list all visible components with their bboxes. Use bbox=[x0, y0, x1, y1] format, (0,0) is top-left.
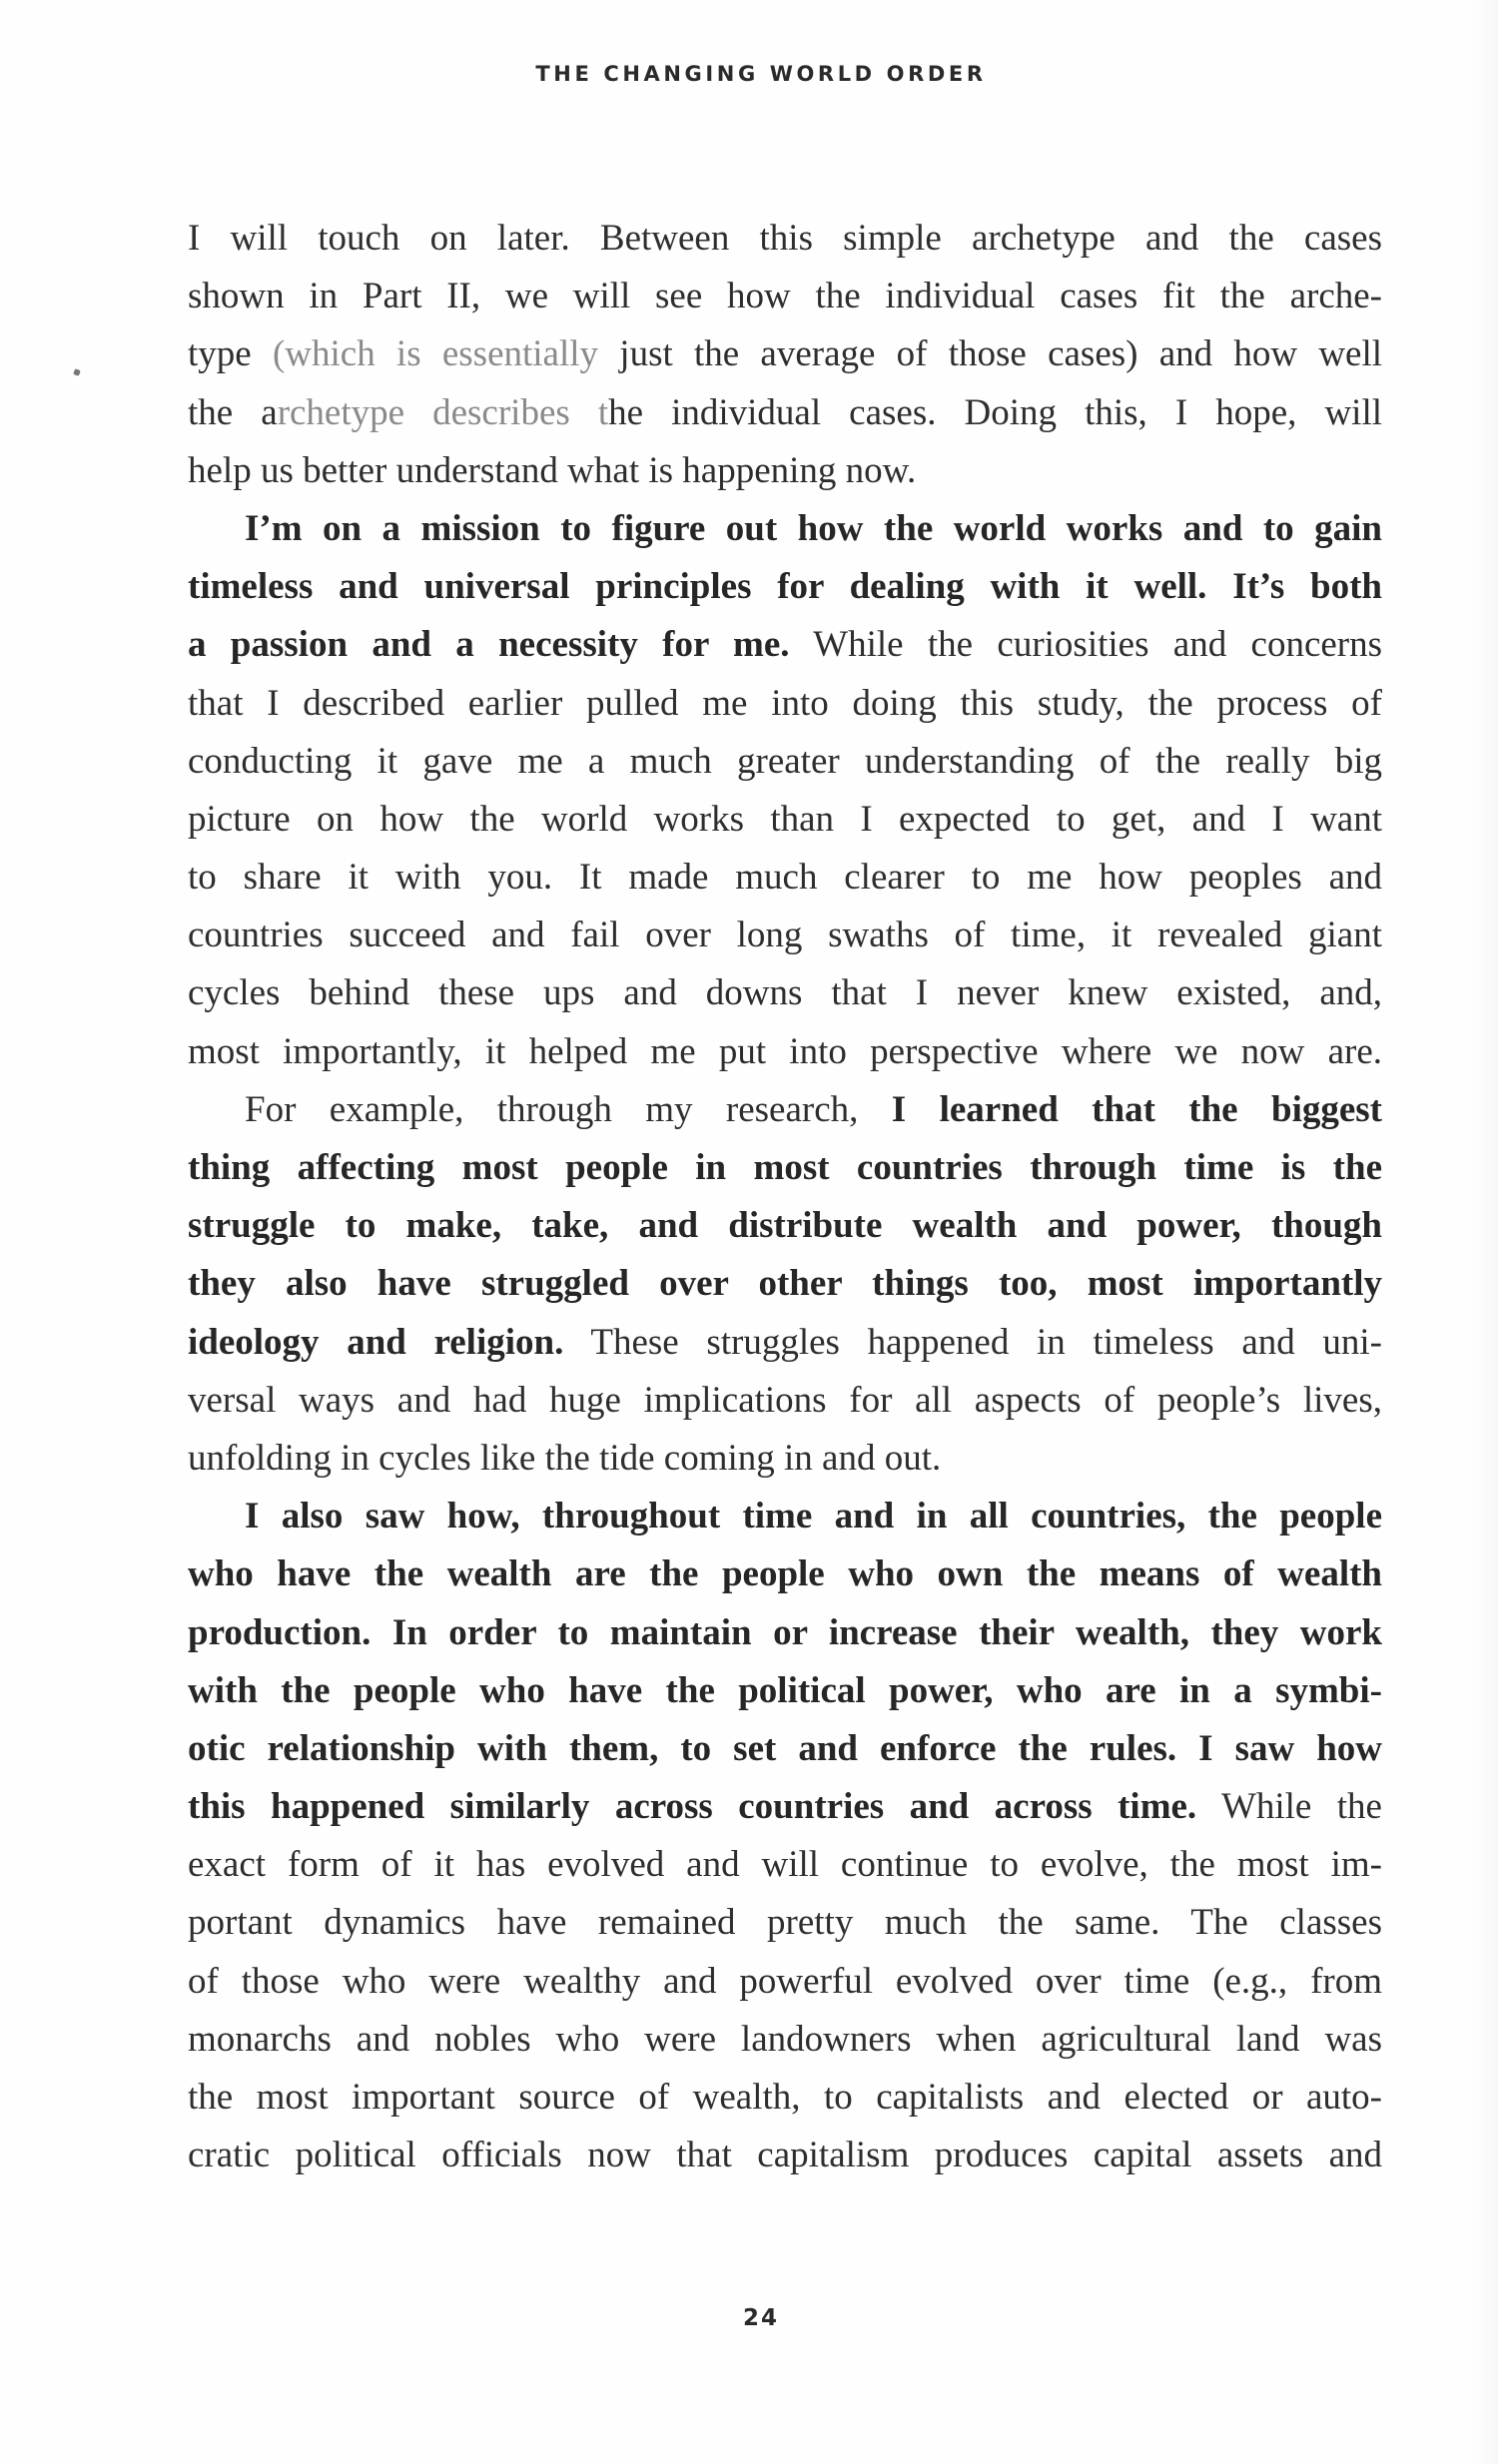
bold-text: who have the wealth are the people who own the means of wealth bbox=[188, 1553, 1382, 1595]
bold-text: otic relationship with them, to set and enforce the rules. I saw how bbox=[188, 1727, 1382, 1769]
text-line bbox=[188, 1720, 1382, 1778]
text-line: versal ways and had huge implications for all aspects of people’s lives, bbox=[188, 1379, 1382, 1421]
bold-text: this happened similarly across countries and across time. bbox=[188, 1786, 1197, 1828]
text-line: unfolding in cycles like the tide coming in and out. bbox=[188, 1437, 942, 1479]
text-line bbox=[188, 1662, 1382, 1720]
text-line: the most important source of wealth, to capitalists and elected or auto- bbox=[188, 2077, 1382, 2118]
text-line bbox=[188, 1255, 1382, 1313]
text-line: cratic political officials now that capitalism produces capital assets and bbox=[188, 2135, 1382, 2176]
text-line bbox=[188, 1197, 1382, 1255]
margin-mark bbox=[73, 368, 81, 376]
faded-text: (which is essentially bbox=[272, 333, 599, 375]
body-text bbox=[188, 210, 1382, 2184]
bold-text: with the people who have the political power, who are in a symbi- bbox=[188, 1669, 1382, 1711]
text-line bbox=[188, 1139, 1382, 1197]
bold-text: I learned that the biggest bbox=[891, 1088, 1382, 1130]
text-line: to share it with you. It made much clearer to me how peoples and bbox=[188, 857, 1382, 899]
bold-text: ideology and religion. bbox=[188, 1321, 564, 1363]
text-line bbox=[188, 500, 1382, 558]
text-line: most importantly, it helped me put into perspective where we now are. bbox=[188, 1030, 1382, 1072]
text-line: ideology and religion. These struggles happened in timeless and uni- bbox=[188, 1321, 1383, 1363]
bold-text: they also have struggled over other things too, most importantly bbox=[188, 1263, 1382, 1305]
text-line: I will touch on later. Between this simple archetype and the cases bbox=[188, 218, 1382, 259]
text-line: a passion and a necessity for me. While the curiosities and concerns bbox=[188, 624, 1383, 666]
text-line bbox=[188, 1488, 1382, 1545]
text-line: countries succeed and fail over long swaths of time, it revealed giant bbox=[188, 915, 1382, 956]
text-line: type (which is essentially just the average of those cases) and how well bbox=[188, 333, 1383, 375]
text-line: that I described earlier pulled me into doing this study, the process of bbox=[188, 682, 1382, 724]
running-head: THE CHANGING WORLD ORDER bbox=[535, 62, 987, 86]
text-line: picture on how the world works than I expected to get, and I want bbox=[188, 798, 1382, 840]
text-line: cycles behind these ups and downs that I never knew existed, and, bbox=[188, 972, 1382, 1014]
text-line: the archetype describes the individual cases. Doing this, I hope, will bbox=[188, 391, 1382, 433]
bold-text: production. In order to maintain or increase their wealth, they work bbox=[188, 1611, 1382, 1653]
bold-text: I also saw how, throughout time and in all countries, the people bbox=[245, 1496, 1382, 1538]
text-line: of those who were wealthy and powerful evolved over time (e.g., from bbox=[188, 1960, 1382, 2002]
bold-text: I’m on a mission to figure out how the world works and to gain bbox=[245, 507, 1382, 549]
text-line bbox=[188, 1604, 1382, 1662]
bold-text: a passion and a necessity for me. bbox=[188, 624, 790, 666]
bold-text: thing affecting most people in most countries through time is the bbox=[188, 1147, 1382, 1188]
text-line: this happened similarly across countries and across time. While the bbox=[188, 1786, 1382, 1828]
text-line bbox=[188, 558, 1382, 616]
bold-text: struggle to make, take, and distribute wealth and power, though bbox=[188, 1205, 1382, 1247]
text-line: shown in Part II, we will see how the individual cases fit the arche- bbox=[188, 276, 1382, 317]
bold-text: timeless and universal principles for dealing with it well. It’s both bbox=[188, 566, 1382, 608]
faded-text: rchetype describes t bbox=[277, 391, 609, 433]
text-line: portant dynamics have remained pretty much the same. The classes bbox=[188, 1902, 1382, 1944]
text-line: monarchs and nobles who were landowners when agricultural land was bbox=[188, 2018, 1382, 2060]
text-line: For example, through my research, I learned that the biggest bbox=[245, 1088, 1382, 1130]
text-line: help us better understand what is happening now. bbox=[188, 449, 917, 491]
text-line: exact form of it has evolved and will continue to evolve, the most im- bbox=[188, 1844, 1382, 1886]
page-number: 24 bbox=[742, 2305, 779, 2331]
text-line bbox=[188, 1545, 1382, 1603]
page-edge-shadow bbox=[1468, 0, 1498, 2464]
text-line: conducting it gave me a much greater understanding of the really big bbox=[188, 740, 1382, 782]
